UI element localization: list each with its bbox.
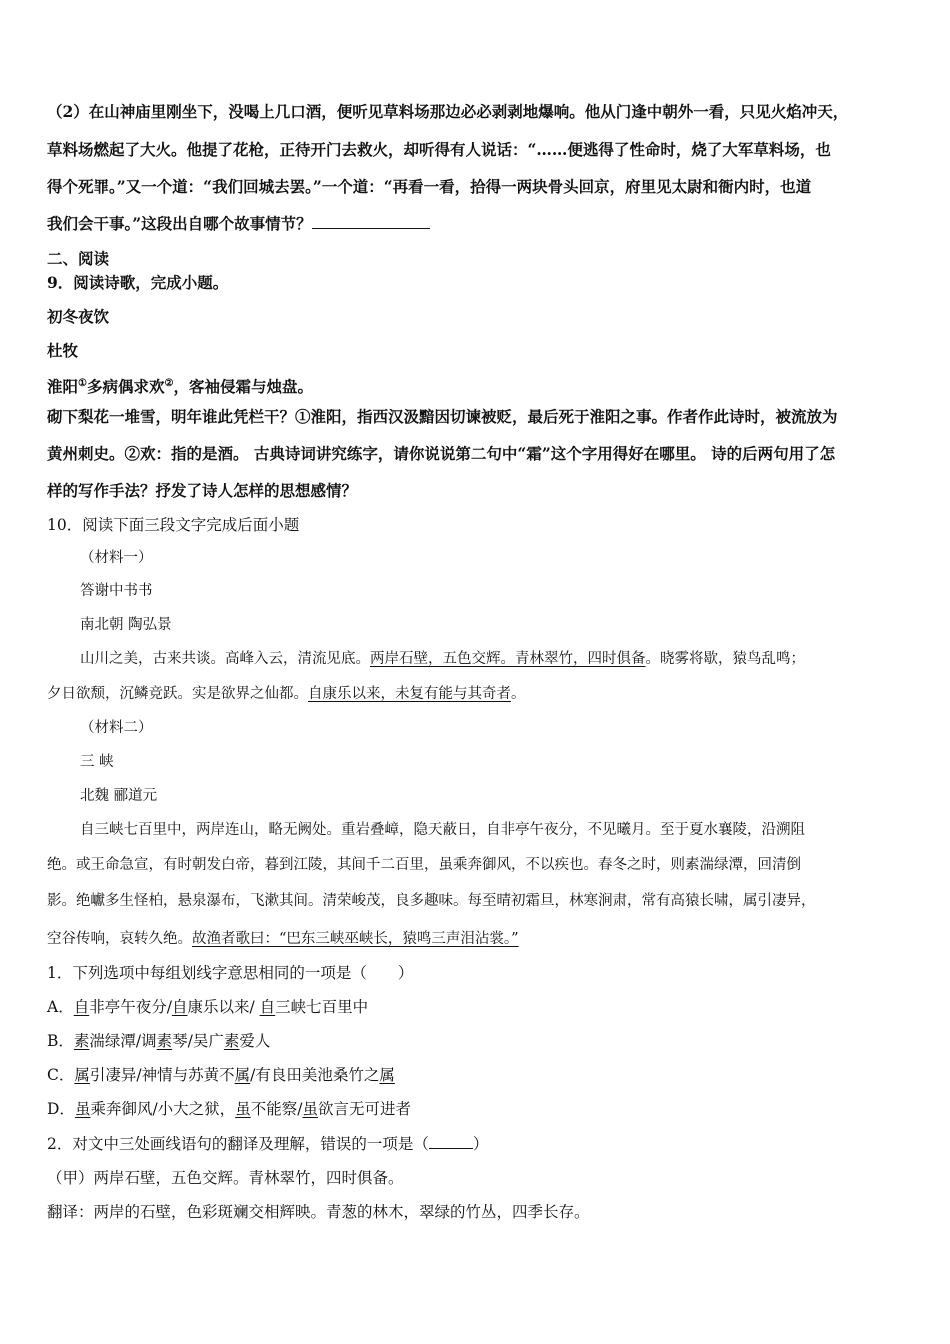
material-2-line-2: 绝。或王命急宣，有时朝发白帝，暮到江陵，其间千二百里，虽乘奔御风，不以疾也。春冬之时，则素湍绿潭，回清倒 xyxy=(47,857,801,873)
text: 空谷传响，哀转久绝。 xyxy=(47,931,192,947)
material-2-line-1: 自三峡七百里中，两岸连山，略无阙处。重岩叠嶂，隐天蔽日，自非亭午夜分，不见曦月。至于夏水襄陵，沿溯阻 xyxy=(80,822,805,838)
q10-intro: 10．阅读下面三段文字完成后面小题 xyxy=(47,516,300,534)
text: 乘奔御风/小大之狱， xyxy=(90,1100,236,1118)
marked-char: 素 xyxy=(73,1032,90,1050)
q8-line-3: 得个死罪。”又一个道：“我们回城去罢。”一个道：“再看一看，拾得一两块骨头回京，府里见太尉和衙内时，也道 xyxy=(47,177,812,196)
option-a[interactable] xyxy=(47,996,368,1018)
text: 。 xyxy=(511,686,526,702)
text: 康乐以来/ xyxy=(187,998,260,1016)
text: 引凄异/神情与苏黄不 xyxy=(89,1066,235,1084)
material-1-para-2 xyxy=(47,683,526,705)
marked-char: 自 xyxy=(259,998,276,1016)
marked-char: 自 xyxy=(73,998,90,1016)
q9-line-6: 黄州刺史。②欢：指的是酒。 古典诗词讲究练字，请你说说第二句中“霜”这个字用得好在哪里。 诗的后两句用了怎 xyxy=(47,444,836,463)
option-d[interactable] xyxy=(47,1098,411,1120)
poem-author: 杜牧 xyxy=(47,341,79,360)
translation: 翻译：两岸的石壁，色彩斑斓交相辉映。青葱的林木，翠绿的竹丛，四季长存。 xyxy=(47,1203,590,1221)
text: 爱人 xyxy=(239,1032,271,1050)
material-2-line-3: 影。绝巘多生怪柏，悬泉瀑布，飞漱其间。清荣峻茂，良多趣味。每至晴初霜旦，林寒涧肃，常有高猿长啸，属引凄异， xyxy=(47,893,816,909)
text: 不能察/ xyxy=(250,1100,303,1118)
marked-char: 素 xyxy=(156,1032,173,1050)
text: 。晓雾将歇，猿鸟乱鸣； xyxy=(645,651,805,667)
text: 三峡七百里中 xyxy=(275,998,369,1016)
q8-line-4 xyxy=(47,213,430,235)
material-2-title: 三 峡 xyxy=(80,754,114,770)
material-1-para-1 xyxy=(80,648,805,670)
marked-char: 属 xyxy=(379,1066,395,1084)
text: 非亭午夜分/ xyxy=(89,998,172,1016)
material-1-title: 答谢中书书 xyxy=(80,583,153,599)
q8-line-1: （2）在山神庙里刚坐下，没喝上几口酒，便听见草料场那边必必剥剥地爆响。他从门逢中朝外一看，只见火焰冲天， xyxy=(47,102,849,121)
option-letter: A． xyxy=(47,998,74,1016)
text: 湍绿潭/调 xyxy=(89,1032,157,1050)
option-b[interactable] xyxy=(47,1030,270,1052)
section-heading: 二、阅读 xyxy=(47,249,110,268)
poem-text: ，客袖侵霜与烛盘。 xyxy=(173,377,313,397)
marked-char: 自 xyxy=(171,998,188,1016)
answer-blank[interactable] xyxy=(429,1134,473,1149)
text: ） xyxy=(472,1135,489,1153)
poem-title: 初冬夜饮 xyxy=(47,307,110,326)
marked-char: 虽 xyxy=(235,1100,251,1118)
text: 欲言无可进者 xyxy=(317,1100,411,1118)
sentence-jia: （甲）两岸石壁，五色交辉。青林翠竹，四时俱备。 xyxy=(47,1169,404,1187)
note-ref: ① xyxy=(78,378,87,389)
underlined-sentence-jia: 两岸石壁，五色交辉。青林翠竹，四时俱备 xyxy=(370,651,646,667)
marked-char: 虽 xyxy=(74,1100,91,1118)
option-letter: D． xyxy=(47,1100,75,1118)
q9-intro: 9．阅读诗歌，完成小题。 xyxy=(47,273,229,292)
text: 山川之美，古来共谈。高峰入云，清流见底。 xyxy=(80,651,370,667)
underlined-sentence-yi: 自康乐以来，未复有能与其奇者 xyxy=(308,686,511,702)
q9-line-7: 样的写作手法？抒发了诗人怎样的思想感情？ xyxy=(47,481,358,500)
option-letter: C． xyxy=(47,1066,75,1084)
text: /有良田美池桑竹之 xyxy=(250,1066,380,1084)
note-ref: ② xyxy=(164,378,174,389)
material-2-line-4 xyxy=(47,928,519,950)
marked-char: 素 xyxy=(223,1032,240,1050)
material-2-author: 北魏 郦道元 xyxy=(80,788,158,804)
material-1-author: 南北朝 陶弘景 xyxy=(80,617,172,633)
material-2-label: （材料二） xyxy=(80,720,153,736)
material-1-label: （材料一） xyxy=(80,550,153,566)
q8-question: 我们会干事。”这段出自哪个故事情节？ xyxy=(47,214,312,233)
text: 夕日欲颓，沉鳞竞跃。实是欲界之仙都。 xyxy=(47,686,308,702)
q9-line-5: 砌下梨花一堆雪，明年谁此凭栏干？①淮阳，指西汉汲黯因切谏被贬，最后死于淮阳之事。作者作此诗时，被流放为 xyxy=(47,407,838,426)
text: 琴/吴广 xyxy=(172,1032,224,1050)
option-c[interactable] xyxy=(47,1064,395,1086)
poem-text: 多病偶求欢 xyxy=(86,377,165,397)
sub-question-1: 1．下列选项中每组划线字意思相同的一项是（ ） xyxy=(47,964,414,982)
marked-char: 属 xyxy=(74,1066,90,1084)
answer-blank[interactable] xyxy=(312,214,430,229)
marked-char: 虽 xyxy=(302,1100,318,1118)
text: 2．对文中三处画线语句的翻译及理解，错误的一项是（ xyxy=(47,1135,429,1153)
marked-char: 属 xyxy=(234,1066,251,1084)
sub-question-2 xyxy=(47,1133,488,1155)
option-letter: B． xyxy=(47,1032,74,1050)
poem-line-1 xyxy=(47,373,313,398)
poem-text: 淮阳 xyxy=(47,377,79,397)
q8-line-2: 草料场燃起了大火。他提了花枪，正待开门去救火，却听得有人说话：“……便逃得了性命时，烧了大军草料场，也 xyxy=(47,140,831,159)
underlined-sentence-bing: 故渔者歌曰：“巴东三峡巫峡长，猿鸣三声泪沾裳。” xyxy=(192,931,519,947)
